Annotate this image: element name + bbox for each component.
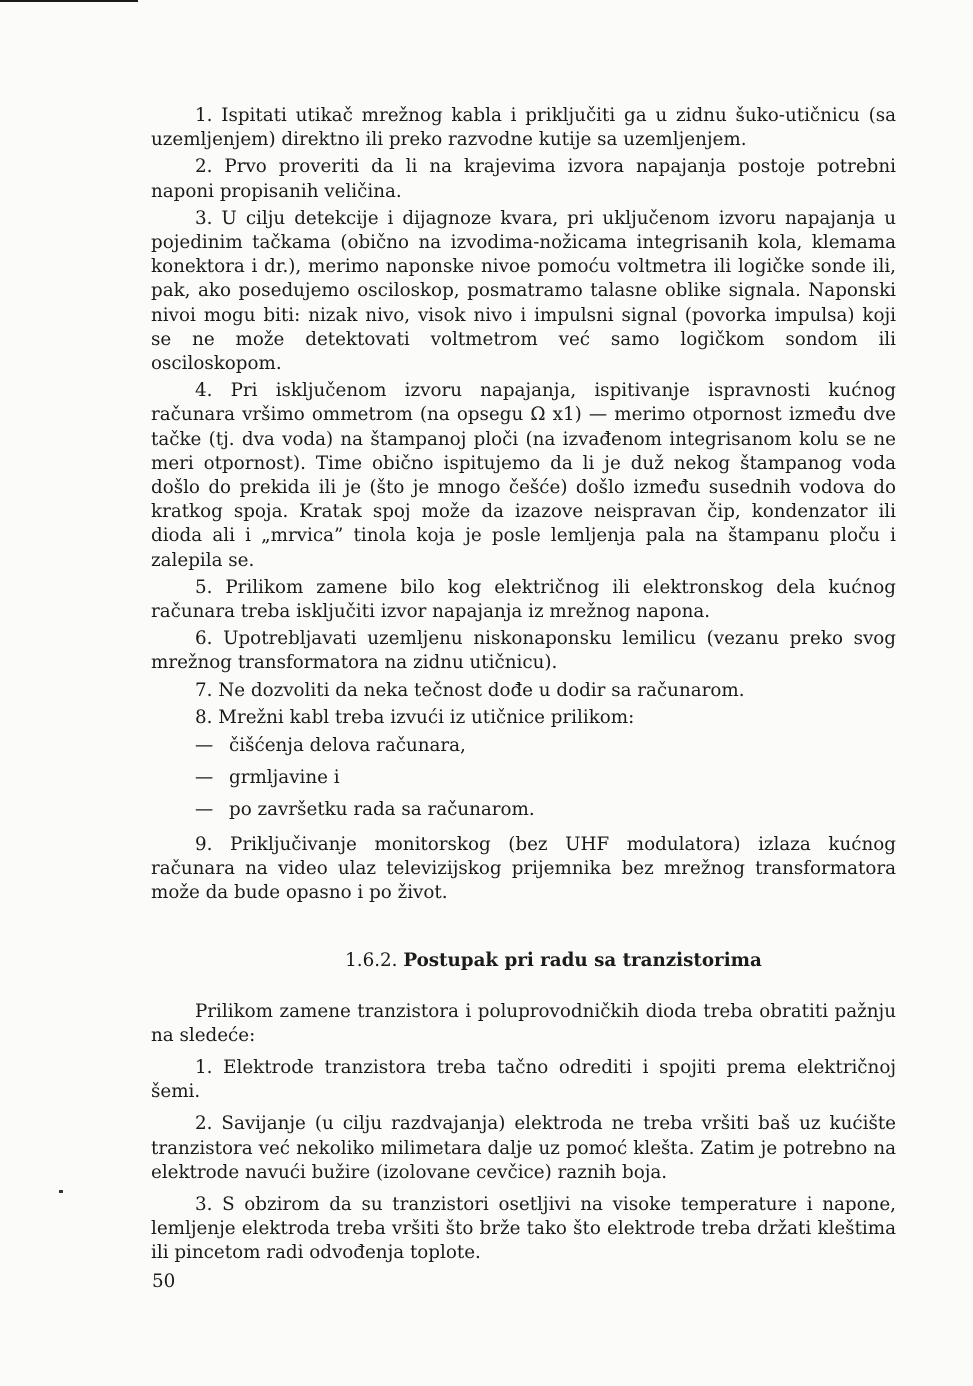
dash-item-1 (195, 730, 896, 762)
section-number: 1.6.2. (345, 950, 398, 972)
list-item-2: 2. Prvo proveriti da li na krajevima izvora napajanja postoje potrebni naponi propisanih veličina. (151, 156, 896, 202)
list-item-9: 9. Priključivanje monitorskog (bez UHF modulatora) izlaza kućnog računara na video ulaz televizijskog prijemnika bez mrežnog transformatora može da bude opasno i po život. (151, 833, 896, 904)
dash-marker: — (195, 799, 214, 821)
section-intro: Prilikom zamene tranzistora i poluprovodničkih dioda treba obratiti pažnju na sledeće: (151, 1000, 896, 1046)
list-item-4: 4. Pri isključenom izvoru napajanja, ispitivanje ispravnosti kućnog računara vršimo ommetrom (na opsegu Ω x1) — merimo otpornost između dve tačke (tj. dva voda) na štampanoj ploči (na izvađenom integrisanom kolu se ne meri otpornost). Time obično ispitujemo da li je duž nekog štampanog voda došlo do prekida ili je (što je mnogo češće) došlo između susednih vodova do kratkog spoja. Kratak spoj može da izazove neispravan čip, kondenzator ili dioda ali i „mrvica” tinola koja je posle lemljenja pala na štampanu ploču i zalepila se. (151, 380, 896, 571)
scan-edge-mark (0, 0, 138, 2)
scan-dot-mark (59, 1190, 63, 1193)
list-item-7: 7. Ne dozvoliti da neka tečnost dođe u dodir sa računarom. (195, 679, 745, 701)
list-item-6: 6. Upotrebljavati uzemljenu niskonaponsku lemilicu (vezanu preko svog mrežnog transformatora na zidnu utičnicu). (151, 628, 896, 674)
page-body (151, 104, 896, 1266)
section-title: Postupak pri radu sa tranzistorima (403, 950, 762, 972)
section-item-2: 2. Savijanje (u cilju razdvajanja) elektroda ne treba vršiti baš uz kućište tranzistora već nekoliko milimetara dalje uz pomoć klešta. Zatim je potrebno na elektrode navući bužire (izolovane cevčice) raznih boja. (151, 1113, 896, 1183)
page-number: 50 (152, 1271, 176, 1292)
list-item-5: 5. Prilikom zamene bilo kog električnog ili elektronskog dela kućnog računara treba isključiti izvor napajanja iz mrežnog napona. (151, 576, 896, 623)
section-item-1: 1. Elektrode tranzistora treba tačno odrediti i spojiti prema električnoj šemi. (151, 1056, 896, 1103)
dash-item-text: po završetku rada sa računarom. (229, 799, 535, 821)
list-item-8: 8. Mrežni kabl treba izvući iz utičnice prilikom: (195, 706, 635, 728)
dash-item-text: čišćenja delova računara, (229, 735, 466, 757)
dash-marker: — (195, 735, 214, 757)
list-item-1: 1. Ispitati utikač mrežnog kabla i priključiti ga u zidnu šuko-utičnicu (sa uzemljenjem) direktno ili preko razvodne kutije sa uzemljenjem. (151, 105, 896, 151)
dash-item-3 (195, 794, 896, 826)
dash-item-text: grmljavine i (229, 767, 340, 789)
dash-item-2 (195, 762, 896, 794)
dash-marker: — (195, 767, 214, 789)
section-item-3: 3. S obzirom da su tranzistori osetljivi na visoke temperature i napone, lemljenje elektroda treba vršiti što brže tako što elektrode treba držati kleštima ili pincetom radi odvođenja toplote. (151, 1193, 896, 1264)
section-heading (151, 949, 896, 973)
list-item-3: 3. U cilju detekcije i dijagnoze kvara, pri uključenom izvoru napajanja u pojedinim tačkama (obično na izvodima-nožicama integrisanih kola, klemama konektora i dr.), merimo naponske nivoe pomoću voltmetra ili logičke sonde ili, pak, ako posedujemo osciloskop, posmatramo talasne oblike signala. Naponski nivoi mogu biti: nizak nivo, visok nivo i impulsni signal (povorka impulsa) koji se ne može detektovati voltmetrom već samo logičkom sondom ili osciloskopom. (151, 207, 896, 375)
